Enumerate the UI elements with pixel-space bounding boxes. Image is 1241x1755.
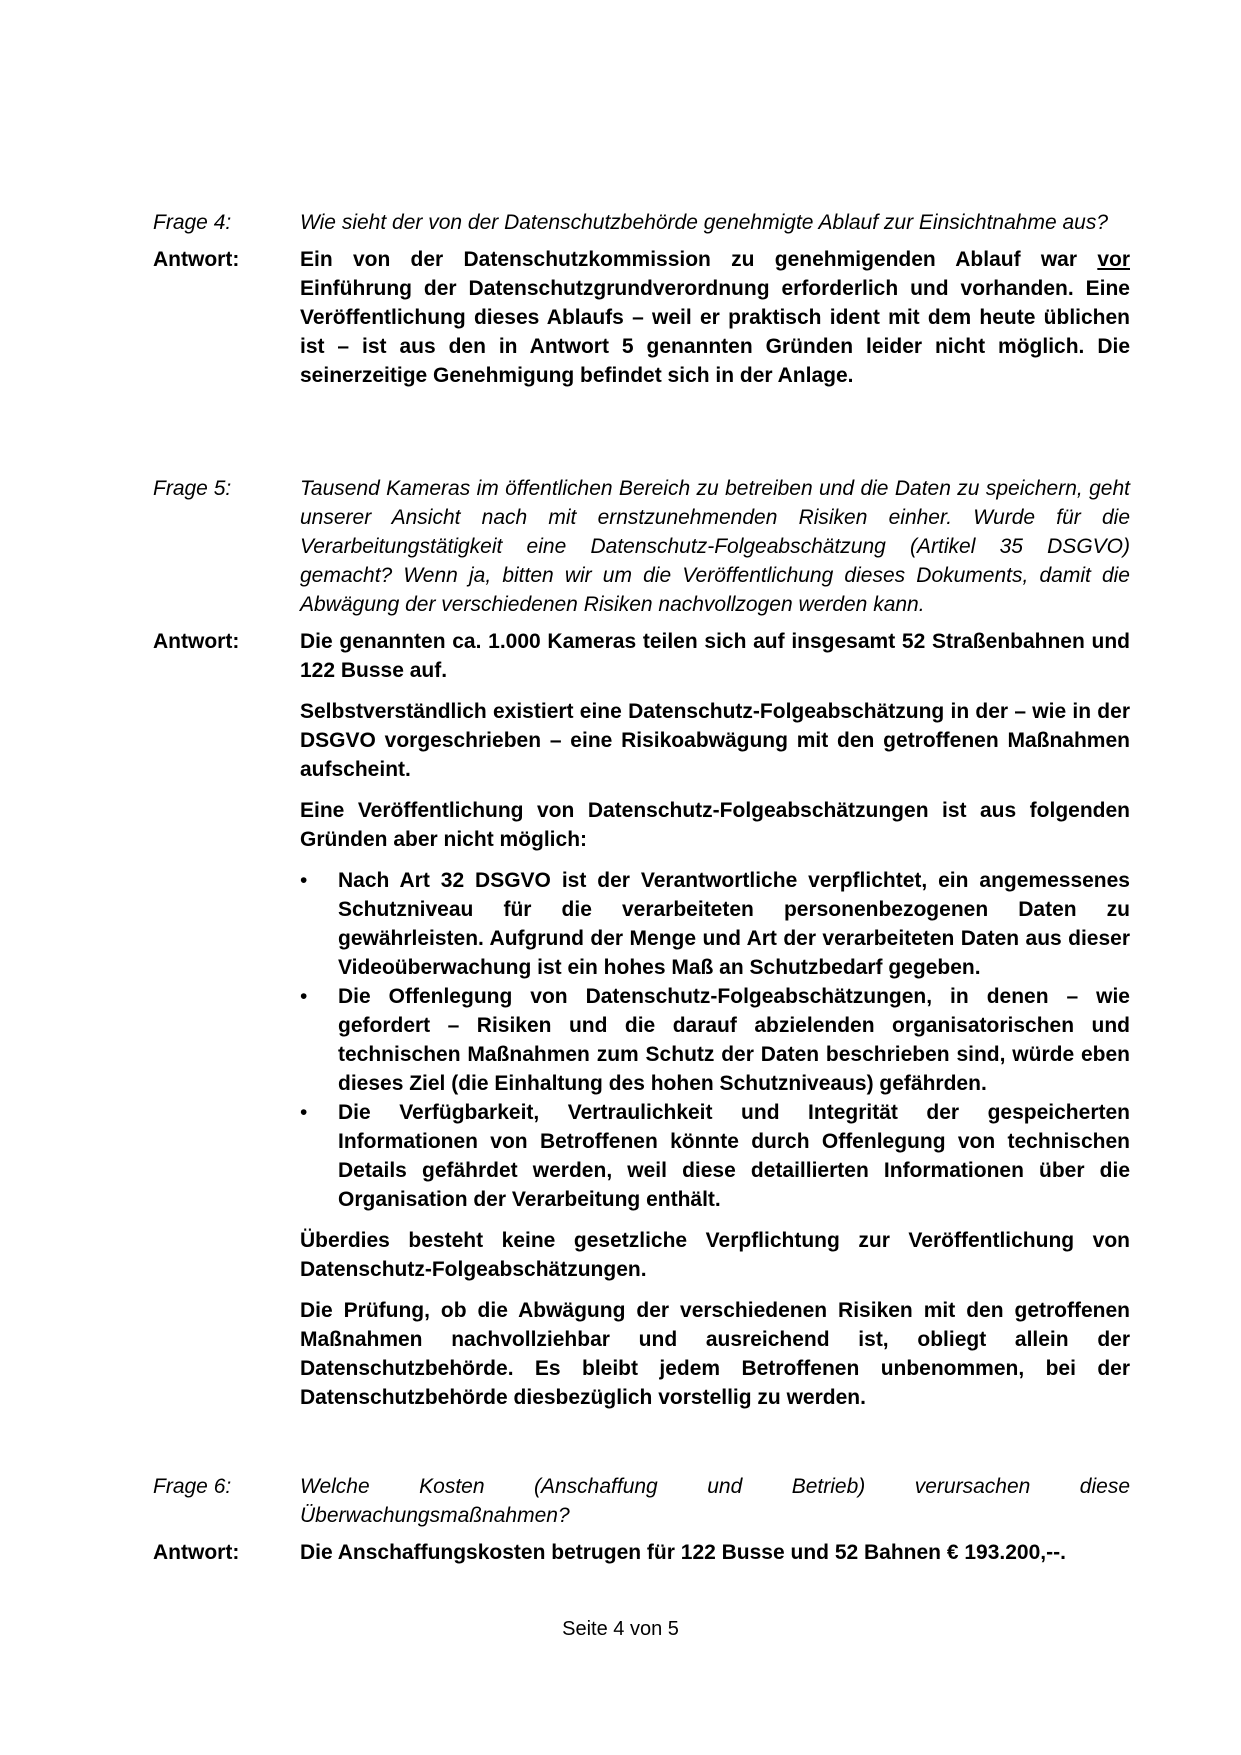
question-row (153, 208, 1130, 237)
answer-text: Die Anschaffungskosten betrugen für 122 Busse und 52 Bahnen € 193.200,--. (300, 1541, 1066, 1564)
answer-paragraph: Selbstverständlich existiert eine Datenschutz-Folgeabschätzung in der – wie in der DSGVO vorgeschrieben – eine Risikoabwägung mit den getroffenen Maßnahmen aufscheint. (300, 700, 1130, 781)
list-item: • Die Offenlegung von Datenschutz-Folgeabschätzungen, in denen – wie gefordert – Risiken und die darauf abzielenden organisatorischen und technischen Maßnahmen zum Schutz der Daten beschrieben sind, würde eben dieses Ziel (die Einhaltung des hohen Schutzniveaus) gefährden. (300, 982, 1130, 1098)
page-number: Seite 4 von 5 (562, 1618, 679, 1640)
answer-paragraph: Überdies besteht keine gesetzliche Verpflichtung zur Veröffentlichung von Datenschutz-Folgeabschätzungen. (300, 1229, 1130, 1281)
question-text: Welche Kosten (Anschaffung und Betrieb) verursachen diese Überwachungsmaßnahmen? (300, 1475, 1130, 1527)
question-label: Frage 4: (153, 211, 232, 234)
question-text: Tausend Kameras im öffentlichen Bereich zu betreiben und die Daten zu speichern, geht unserer Ansicht nach mit ernstzunehmenden Risiken einher. Wurde für die Verarbeitungstätigkeit eine Datenschutz-Folgeabschätzung (Artikel 35 DSGVO) gemacht? Wenn ja, bitten wir um die Veröffentlichung dieses Dokuments, damit die Abwägung der verschiedenen Risiken nachvollzogen werden kann. (300, 477, 1130, 616)
question-block-4 (153, 208, 1130, 390)
answer-label: Antwort: (153, 1541, 240, 1564)
question-block-5 (153, 474, 1130, 1412)
answer-row (153, 627, 1130, 1412)
list-item: • Die Verfügbarkeit, Vertraulichkeit und Integrität der gespeicherten Informationen von Betroffenen könnte durch Offenlegung von technischen Details gefährdet werden, weil diese detaillierten Informationen über die Organisation der Verarbeitung enthält. (300, 1098, 1130, 1214)
list-item: • Nach Art 32 DSGVO ist der Verantwortliche verpflichtet, ein angemessenes Schutzniveau für die verarbeiteten personenbezogenen Daten zu gewährleisten. Aufgrund der Menge und Art der verarbeiteten Daten aus dieser Videoüberwachung ist ein hohes Maß an Schutzbedarf gegeben. (300, 866, 1130, 982)
answer-text (300, 245, 1130, 390)
question-row (153, 1472, 1130, 1530)
answer-row (153, 1538, 1130, 1567)
answer-paragraph: Eine Veröffentlichung von Datenschutz-Folgeabschätzungen ist aus folgenden Gründen aber nicht möglich: (300, 799, 1130, 851)
answer-text (300, 627, 1130, 1412)
question-block-6 (153, 1472, 1130, 1567)
answer-text-part: Einführung der Datenschutzgrundverordnung erforderlich und vorhanden. Eine Veröffentlichung dieses Ablaufs – weil er praktisch ident mit dem heute üblichen ist – ist aus den in Antwort 5 genannten Gründen leider nicht möglich. Die seinerzeitige Genehmigung befindet sich in der Anlage. (300, 277, 1130, 387)
answer-paragraph: Die Prüfung, ob die Abwägung der verschiedenen Risiken mit den getroffenen Maßnahmen nachvollziehbar und ausreichend ist, obliegt allein der Datenschutzbehörde. Es bleibt jedem Betroffenen unbenommen, bei der Datenschutzbehörde diesbezüglich vorstellig zu werden. (300, 1299, 1130, 1409)
answer-text-part: Ein von der Datenschutzkommission zu genehmigenden Ablauf war (300, 248, 1098, 271)
question-row (153, 474, 1130, 619)
question-label: Frage 5: (153, 477, 232, 500)
answer-label: Antwort: (153, 248, 240, 271)
answer-label: Antwort: (153, 630, 240, 653)
reasons-list (300, 866, 1130, 1214)
underlined-word: vor (1097, 248, 1130, 271)
question-text: Wie sieht der von der Datenschutzbehörde genehmigte Ablauf zur Einsichtnahme aus? (300, 211, 1109, 234)
answer-row (153, 245, 1130, 390)
answer-paragraph: Die genannten ca. 1.000 Kameras teilen sich auf insgesamt 52 Straßenbahnen und 122 Busse auf. (300, 630, 1130, 682)
question-label: Frage 6: (153, 1475, 232, 1498)
